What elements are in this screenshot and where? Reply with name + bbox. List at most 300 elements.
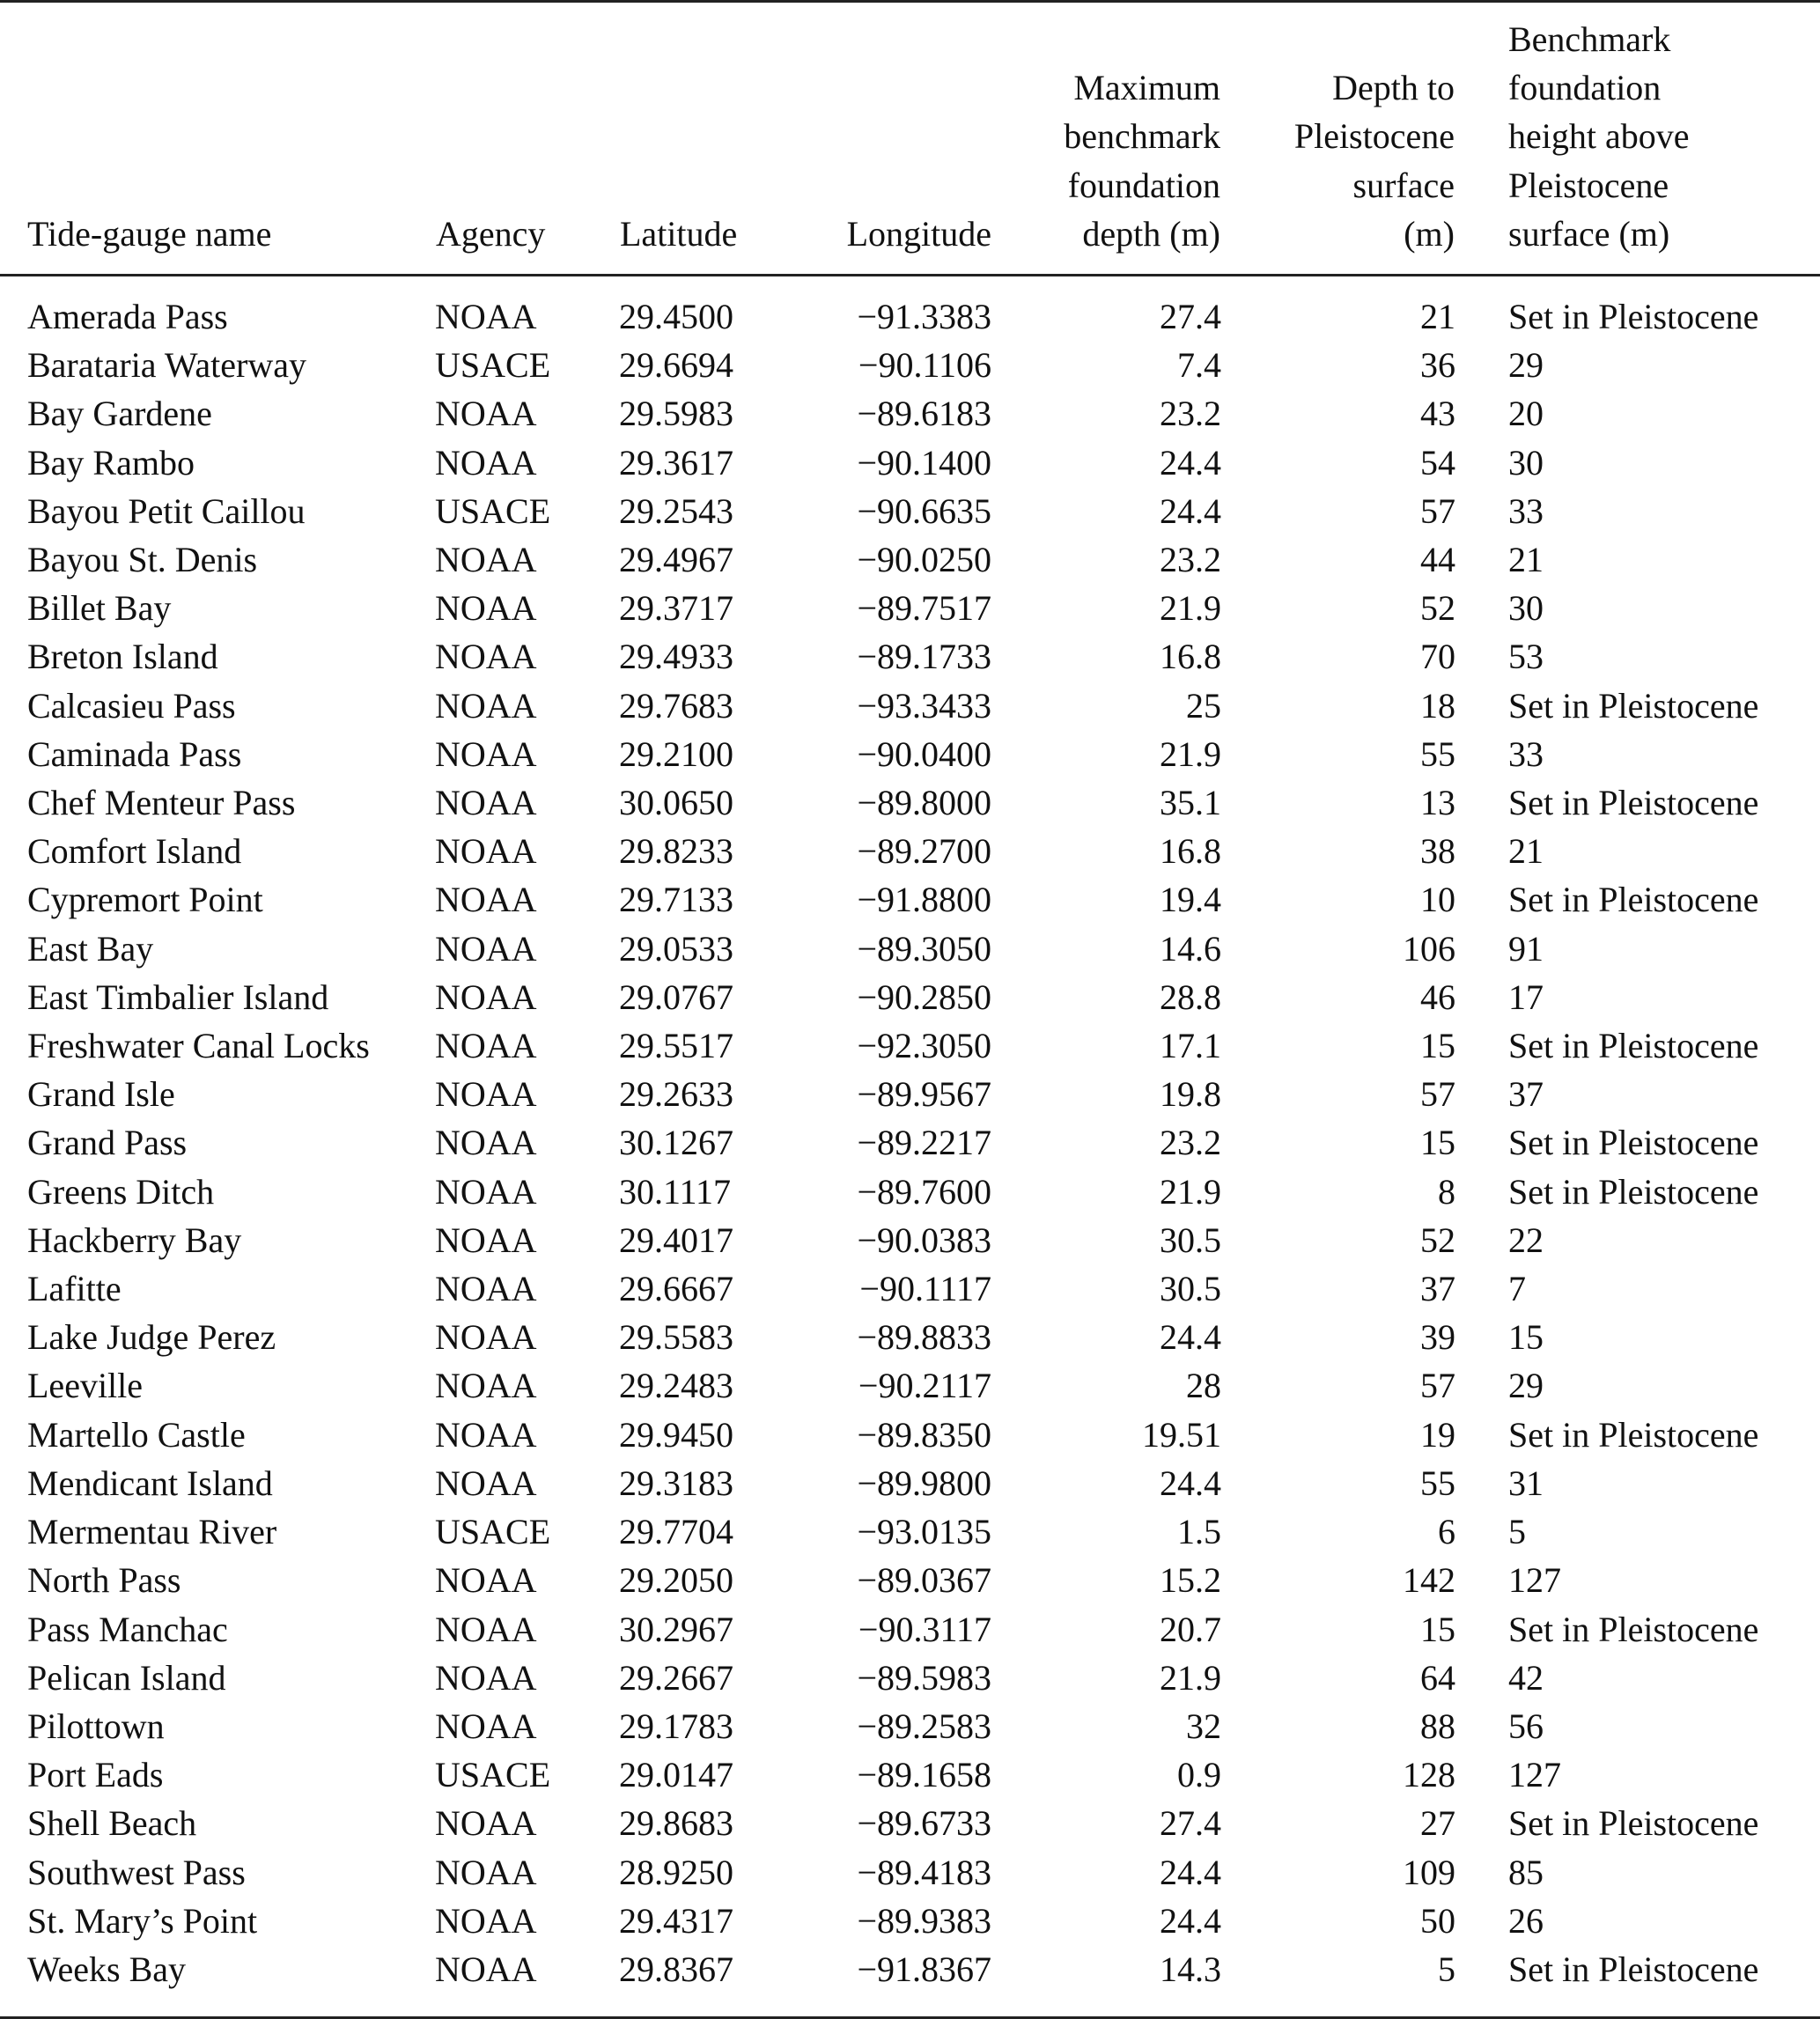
cell-depth-to-pleistocene: 70 — [1420, 637, 1455, 677]
header-text-line: (m) — [1404, 213, 1455, 254]
cell-tide-gauge-name: Chef Menteur Pass — [27, 783, 296, 823]
cell-height-above-pleistocene: Set in Pleistocene — [1508, 1123, 1759, 1163]
table-row — [0, 438, 1820, 487]
cell-height-above-pleistocene: 29 — [1508, 345, 1544, 386]
cell-depth-to-pleistocene: 50 — [1420, 1900, 1455, 1941]
cell-tide-gauge-name: Bayou St. Denis — [27, 540, 258, 580]
header-text-line: Depth to — [1332, 68, 1455, 108]
cell-max-foundation-depth: 21.9 — [1160, 1171, 1221, 1212]
cell-agency: NOAA — [435, 1900, 537, 1941]
cell-max-foundation-depth: 7.4 — [1177, 345, 1221, 386]
cell-depth-to-pleistocene: 5 — [1221, 1945, 1455, 2018]
table-row — [0, 1605, 1820, 1654]
cell-agency: NOAA — [435, 880, 537, 920]
cell-agency: NOAA — [435, 1852, 537, 1892]
cell-max-foundation-depth: 21.9 — [1160, 1657, 1221, 1698]
cell-agency: USACE — [435, 345, 551, 386]
cell-latitude: 29.8233 — [619, 831, 733, 872]
cell-agency: NOAA — [435, 588, 537, 629]
cell-max-foundation-depth: 24.4 — [1160, 442, 1221, 483]
cell-max-foundation-depth: 35.1 — [1160, 783, 1221, 823]
cell-longitude: −89.4183 — [857, 1852, 991, 1892]
table-row — [0, 276, 1820, 342]
cell-depth-to-pleistocene: 55 — [1420, 1463, 1455, 1503]
cell-height-above-pleistocene: Set in Pleistocene — [1508, 880, 1759, 920]
cell-agency: NOAA — [435, 1220, 537, 1260]
cell-height-above-pleistocene: Set in Pleistocene — [1508, 1171, 1759, 1212]
header-longitude — [806, 2, 991, 276]
table-row — [0, 1848, 1820, 1897]
cell-agency: NOAA — [435, 1026, 537, 1066]
cell-depth-to-pleistocene: 52 — [1420, 1220, 1455, 1260]
table-row — [0, 584, 1820, 632]
cell-depth-to-pleistocene: 43 — [1420, 394, 1455, 434]
cell-height-above-pleistocene: Set in Pleistocene — [1508, 1609, 1759, 1649]
cell-max-foundation-depth: 32 — [1186, 1706, 1221, 1746]
cell-agency: NOAA — [435, 1609, 537, 1649]
cell-longitude: −90.0383 — [857, 1220, 991, 1260]
cell-depth-to-pleistocene: 39 — [1420, 1317, 1455, 1358]
header-text-line: benchmark — [1064, 116, 1220, 157]
cell-longitude: −89.6183 — [857, 394, 991, 434]
table-row — [0, 778, 1820, 827]
cell-max-foundation-depth: 28.8 — [1160, 976, 1221, 1017]
cell-tide-gauge-name: Weeks Bay — [0, 1945, 435, 2018]
cell-height-above-pleistocene: 127 — [1508, 1560, 1561, 1601]
cell-depth-to-pleistocene: 21 — [1420, 297, 1455, 337]
cell-latitude: 29.5983 — [619, 394, 733, 434]
cell-latitude: 30.1267 — [619, 1123, 733, 1163]
cell-longitude: −93.3433 — [857, 685, 991, 726]
cell-agency: NOAA — [435, 783, 537, 823]
cell-agency: NOAA — [435, 1171, 537, 1212]
cell-latitude: 29.4500 — [619, 297, 733, 337]
cell-max-foundation-depth: 0.9 — [1177, 1755, 1221, 1795]
cell-latitude: 29.7133 — [619, 880, 733, 920]
cell-max-foundation-depth: 28 — [1186, 1366, 1221, 1406]
cell-depth-to-pleistocene: 15 — [1420, 1123, 1455, 1163]
cell-tide-gauge-name: Grand Isle — [27, 1074, 175, 1115]
cell-latitude: 30.0650 — [619, 783, 733, 823]
table-row — [0, 973, 1820, 1021]
cell-tide-gauge-name: Mermentau River — [27, 1512, 277, 1552]
header-row — [0, 2, 1820, 276]
table-row — [0, 682, 1820, 730]
cell-max-foundation-depth: 19.4 — [1160, 880, 1221, 920]
cell-tide-gauge-name: Southwest Pass — [27, 1852, 246, 1892]
cell-agency: NOAA — [435, 1414, 537, 1455]
cell-depth-to-pleistocene: 57 — [1420, 490, 1455, 531]
cell-max-foundation-depth: 19.51 — [1142, 1414, 1221, 1455]
cell-tide-gauge-name: Pelican Island — [27, 1657, 226, 1698]
cell-longitude: −91.8367 — [806, 1945, 991, 2018]
cell-depth-to-pleistocene: 106 — [1403, 928, 1455, 969]
cell-max-foundation-depth: 23.2 — [1160, 394, 1221, 434]
header-text-line: Pleistocene — [1293, 116, 1455, 157]
cell-height-above-pleistocene: 31 — [1508, 1463, 1544, 1503]
cell-latitude: 30.1117 — [619, 1171, 732, 1212]
cell-tide-gauge-name: Shell Beach — [27, 1803, 197, 1844]
cell-latitude: 29.4017 — [619, 1220, 733, 1260]
table-row — [0, 1070, 1820, 1118]
cell-agency: USACE — [435, 490, 551, 531]
cell-tide-gauge-name: Martello Castle — [27, 1414, 246, 1455]
cell-height-above-pleistocene: 21 — [1508, 831, 1544, 872]
cell-depth-to-pleistocene: 52 — [1420, 588, 1455, 629]
cell-height-above-pleistocene: 53 — [1508, 637, 1544, 677]
cell-latitude: 29.4317 — [619, 1900, 733, 1941]
table-row — [0, 1168, 1820, 1216]
cell-height-above-pleistocene: 127 — [1508, 1755, 1561, 1795]
cell-longitude: −89.2217 — [857, 1123, 991, 1163]
header-text-line: Agency — [436, 213, 546, 254]
cell-tide-gauge-name: Greens Ditch — [27, 1171, 215, 1212]
cell-longitude: −89.8000 — [857, 783, 991, 823]
table-row — [0, 730, 1820, 778]
cell-latitude: 29.6667 — [619, 1269, 733, 1309]
cell-depth-to-pleistocene: 128 — [1403, 1755, 1455, 1795]
cell-latitude: 29.3717 — [619, 588, 733, 629]
cell-latitude: 29.0533 — [619, 928, 733, 969]
cell-agency: NOAA — [435, 442, 537, 483]
table-row — [0, 1361, 1820, 1410]
cell-agency: USACE — [435, 1755, 551, 1795]
cell-tide-gauge-name: Bay Gardene — [27, 394, 212, 434]
header-agency — [435, 2, 619, 276]
cell-longitude: −91.3383 — [857, 297, 991, 337]
cell-agency: NOAA — [435, 831, 537, 872]
cell-tide-gauge-name: North Pass — [27, 1560, 181, 1601]
cell-height-above-pleistocene: 37 — [1508, 1074, 1544, 1115]
cell-depth-to-pleistocene: 64 — [1420, 1657, 1455, 1698]
cell-latitude: 29.0147 — [619, 1755, 733, 1795]
cell-longitude: −90.1400 — [857, 442, 991, 483]
cell-depth-to-pleistocene: 6 — [1438, 1512, 1455, 1552]
cell-latitude: 29.3617 — [619, 442, 733, 483]
cell-height-above-pleistocene: Set in Pleistocene — [1455, 1945, 1820, 2018]
cell-longitude: −89.8833 — [857, 1317, 991, 1358]
cell-tide-gauge-name: Pass Manchac — [27, 1609, 228, 1649]
cell-latitude: 29.9450 — [619, 1414, 733, 1455]
cell-latitude: 29.7683 — [619, 685, 733, 726]
cell-agency: NOAA — [435, 297, 537, 337]
cell-depth-to-pleistocene: 37 — [1420, 1269, 1455, 1309]
cell-latitude: 29.1783 — [619, 1706, 733, 1746]
table-row — [0, 1654, 1820, 1702]
table-row — [0, 1897, 1820, 1945]
table-header — [0, 2, 1820, 276]
table-row — [0, 1216, 1820, 1264]
cell-tide-gauge-name: Hackberry Bay — [27, 1220, 242, 1260]
cell-longitude: −89.9800 — [857, 1463, 991, 1503]
cell-latitude: 29.8683 — [619, 1803, 733, 1844]
cell-depth-to-pleistocene: 15 — [1420, 1026, 1455, 1066]
cell-latitude: 29.4933 — [619, 637, 733, 677]
cell-max-foundation-depth: 30.5 — [1160, 1220, 1221, 1260]
cell-tide-gauge-name: Calcasieu Pass — [27, 685, 236, 726]
cell-agency: NOAA — [435, 1366, 537, 1406]
cell-longitude: −93.0135 — [857, 1512, 991, 1552]
cell-latitude: 29.8367 — [619, 1945, 806, 2018]
cell-agency: NOAA — [435, 1317, 537, 1358]
cell-tide-gauge-name: Freshwater Canal Locks — [27, 1026, 370, 1066]
header-text-line: surface (m) — [1508, 213, 1670, 254]
cell-height-above-pleistocene: 85 — [1508, 1852, 1544, 1892]
cell-longitude: −90.0400 — [857, 733, 991, 774]
cell-tide-gauge-name: Grand Pass — [27, 1123, 188, 1163]
table-row — [0, 1313, 1820, 1361]
cell-longitude: −89.0367 — [857, 1560, 991, 1601]
cell-longitude: −90.1106 — [858, 345, 991, 386]
cell-max-foundation-depth: 24.4 — [1160, 1317, 1221, 1358]
header-text-line: depth (m) — [1082, 213, 1220, 254]
cell-latitude: 29.2667 — [619, 1657, 733, 1698]
cell-latitude: 29.0767 — [619, 976, 733, 1017]
cell-max-foundation-depth: 27.4 — [1160, 297, 1221, 337]
cell-depth-to-pleistocene: 109 — [1403, 1852, 1455, 1892]
cell-latitude: 29.4967 — [619, 540, 733, 580]
cell-latitude: 29.3183 — [619, 1463, 733, 1503]
cell-max-foundation-depth: 24.4 — [1160, 1852, 1221, 1892]
table-row — [0, 1411, 1820, 1459]
cell-longitude: −89.1658 — [857, 1755, 991, 1795]
header-text-line: Latitude — [620, 213, 738, 254]
table-body — [0, 276, 1820, 2018]
cell-longitude: −89.2700 — [857, 831, 991, 872]
cell-height-above-pleistocene: Set in Pleistocene — [1508, 1414, 1759, 1455]
table-row — [0, 827, 1820, 875]
table-row — [0, 535, 1820, 584]
cell-latitude: 29.2100 — [619, 733, 733, 774]
cell-max-foundation-depth: 17.1 — [1160, 1026, 1221, 1066]
cell-depth-to-pleistocene: 27 — [1420, 1803, 1455, 1844]
cell-agency: NOAA — [435, 394, 537, 434]
cell-tide-gauge-name: Lafitte — [27, 1269, 122, 1309]
cell-agency: NOAA — [435, 1706, 537, 1746]
cell-height-above-pleistocene: 33 — [1508, 733, 1544, 774]
cell-max-foundation-depth: 19.8 — [1160, 1074, 1221, 1115]
header-text-line: Tide-gauge name — [27, 213, 272, 254]
table-row — [0, 632, 1820, 681]
table-row — [0, 1459, 1820, 1507]
cell-height-above-pleistocene: 20 — [1508, 394, 1544, 434]
cell-agency: NOAA — [435, 1560, 537, 1601]
cell-depth-to-pleistocene: 38 — [1420, 831, 1455, 872]
cell-tide-gauge-name: Port Eads — [27, 1755, 164, 1795]
cell-tide-gauge-name: Mendicant Island — [27, 1463, 273, 1503]
cell-max-foundation-depth: 27.4 — [1160, 1803, 1221, 1844]
header-text-line: foundation — [1508, 68, 1662, 108]
cell-height-above-pleistocene: Set in Pleistocene — [1508, 783, 1759, 823]
header-text-line: Longitude — [846, 213, 991, 254]
cell-max-foundation-depth: 1.5 — [1177, 1512, 1221, 1552]
cell-depth-to-pleistocene: 44 — [1420, 540, 1455, 580]
cell-depth-to-pleistocene: 142 — [1403, 1560, 1455, 1601]
cell-depth-to-pleistocene: 88 — [1420, 1706, 1455, 1746]
cell-max-foundation-depth: 25 — [1186, 685, 1221, 726]
header-height-above-pleistocene — [1455, 2, 1820, 276]
header-text-line: height above — [1508, 116, 1690, 157]
cell-latitude: 29.2483 — [619, 1366, 733, 1406]
cell-tide-gauge-name: East Bay — [27, 928, 154, 969]
cell-agency: NOAA — [435, 1269, 537, 1309]
cell-longitude: −89.5983 — [857, 1657, 991, 1698]
cell-max-foundation-depth: 21.9 — [1160, 733, 1221, 774]
cell-longitude: −92.3050 — [857, 1026, 991, 1066]
cell-tide-gauge-name: East Timbalier Island — [27, 976, 329, 1017]
cell-height-above-pleistocene: 56 — [1508, 1706, 1544, 1746]
cell-latitude: 29.2050 — [619, 1560, 733, 1601]
table-row — [0, 1507, 1820, 1556]
cell-height-above-pleistocene: 26 — [1508, 1900, 1544, 1941]
table-row — [0, 925, 1820, 973]
header-tide-gauge-name — [0, 2, 435, 276]
table-row — [0, 875, 1820, 924]
cell-longitude: −89.7600 — [857, 1171, 991, 1212]
table-row — [0, 1021, 1820, 1070]
table-row — [0, 1264, 1820, 1313]
cell-agency: NOAA — [435, 637, 537, 677]
cell-longitude: −90.6635 — [857, 490, 991, 531]
cell-latitude: 29.6694 — [619, 345, 733, 386]
cell-height-above-pleistocene: Set in Pleistocene — [1508, 1803, 1759, 1844]
table-row — [0, 341, 1820, 389]
cell-longitude: −90.0250 — [857, 540, 991, 580]
cell-height-above-pleistocene: Set in Pleistocene — [1508, 297, 1759, 337]
table-row — [0, 1702, 1820, 1750]
cell-max-foundation-depth: 23.2 — [1160, 540, 1221, 580]
cell-height-above-pleistocene: 30 — [1508, 588, 1544, 629]
cell-depth-to-pleistocene: 57 — [1420, 1074, 1455, 1115]
cell-longitude: −90.1117 — [859, 1269, 991, 1309]
cell-depth-to-pleistocene: 54 — [1420, 442, 1455, 483]
cell-height-above-pleistocene: 15 — [1508, 1317, 1544, 1358]
cell-agency: NOAA — [435, 928, 537, 969]
cell-tide-gauge-name: Comfort Island — [27, 831, 242, 872]
table-row — [0, 1556, 1820, 1604]
cell-tide-gauge-name: Cypremort Point — [27, 880, 263, 920]
header-max-benchmark-foundation-depth — [991, 2, 1221, 276]
cell-depth-to-pleistocene: 46 — [1420, 976, 1455, 1017]
cell-agency: NOAA — [435, 1657, 537, 1698]
header-latitude — [619, 2, 806, 276]
cell-max-foundation-depth: 24.4 — [1160, 490, 1221, 531]
cell-depth-to-pleistocene: 19 — [1420, 1414, 1455, 1455]
cell-tide-gauge-name: Caminada Pass — [27, 733, 242, 774]
cell-depth-to-pleistocene: 18 — [1420, 685, 1455, 726]
table-row — [0, 1945, 1820, 2018]
cell-height-above-pleistocene: Set in Pleistocene — [1508, 1026, 1759, 1066]
cell-latitude: 29.5517 — [619, 1026, 733, 1066]
cell-agency: NOAA — [435, 1123, 537, 1163]
cell-height-above-pleistocene: 22 — [1508, 1220, 1544, 1260]
table-row — [0, 389, 1820, 438]
cell-max-foundation-depth: 21.9 — [1160, 588, 1221, 629]
cell-longitude: −89.3050 — [857, 928, 991, 969]
cell-max-foundation-depth: 20.7 — [1160, 1609, 1221, 1649]
cell-tide-gauge-name: Lake Judge Perez — [27, 1317, 276, 1358]
cell-longitude: −90.2117 — [858, 1366, 991, 1406]
header-text-line: surface — [1352, 165, 1455, 205]
cell-longitude: −89.9567 — [857, 1074, 991, 1115]
cell-latitude: 29.2633 — [619, 1074, 733, 1115]
cell-height-above-pleistocene: Set in Pleistocene — [1508, 685, 1759, 726]
header-depth-to-pleistocene-surface — [1221, 2, 1455, 276]
cell-max-foundation-depth: 14.3 — [991, 1945, 1221, 2018]
cell-tide-gauge-name: Pilottown — [27, 1706, 165, 1746]
cell-max-foundation-depth: 24.4 — [1160, 1900, 1221, 1941]
cell-tide-gauge-name: Barataria Waterway — [27, 345, 306, 386]
cell-longitude: −90.2850 — [857, 976, 991, 1017]
cell-max-foundation-depth: 16.8 — [1160, 637, 1221, 677]
cell-tide-gauge-name: Leeville — [27, 1366, 144, 1406]
cell-max-foundation-depth: 23.2 — [1160, 1123, 1221, 1163]
cell-agency: NOAA — [435, 1463, 537, 1503]
table-row — [0, 1118, 1820, 1167]
cell-height-above-pleistocene: 21 — [1508, 540, 1544, 580]
cell-height-above-pleistocene: 29 — [1508, 1366, 1544, 1406]
cell-latitude: 29.5583 — [619, 1317, 733, 1358]
cell-longitude: −89.7517 — [857, 588, 991, 629]
cell-agency: NOAA — [435, 976, 537, 1017]
cell-tide-gauge-name: Billet Bay — [27, 588, 172, 629]
cell-depth-to-pleistocene: 15 — [1420, 1609, 1455, 1649]
cell-tide-gauge-name: Amerada Pass — [27, 297, 228, 337]
cell-tide-gauge-name: Bay Rambo — [27, 442, 195, 483]
cell-max-foundation-depth: 15.2 — [1160, 1560, 1221, 1601]
cell-height-above-pleistocene: 5 — [1508, 1512, 1526, 1552]
header-text-line: Maximum — [1073, 68, 1220, 108]
cell-longitude: −89.1733 — [857, 637, 991, 677]
cell-depth-to-pleistocene: 10 — [1420, 880, 1455, 920]
cell-height-above-pleistocene: 91 — [1508, 928, 1544, 969]
cell-depth-to-pleistocene: 57 — [1420, 1366, 1455, 1406]
cell-longitude: −90.3117 — [858, 1609, 991, 1649]
cell-agency: NOAA — [435, 1945, 619, 2018]
cell-depth-to-pleistocene: 36 — [1420, 345, 1455, 386]
cell-depth-to-pleistocene: 55 — [1420, 733, 1455, 774]
cell-max-foundation-depth: 16.8 — [1160, 831, 1221, 872]
cell-agency: NOAA — [435, 1074, 537, 1115]
cell-agency: NOAA — [435, 540, 537, 580]
cell-longitude: −91.8800 — [857, 880, 991, 920]
cell-longitude: −89.2583 — [857, 1706, 991, 1746]
cell-depth-to-pleistocene: 13 — [1420, 783, 1455, 823]
cell-latitude: 30.2967 — [619, 1609, 733, 1649]
cell-tide-gauge-name: Bayou Petit Caillou — [27, 490, 306, 531]
table-row — [0, 487, 1820, 535]
table-row — [0, 1799, 1820, 1847]
header-text-line: Pleistocene — [1508, 165, 1669, 205]
cell-longitude: −89.8350 — [857, 1414, 991, 1455]
cell-agency: NOAA — [435, 685, 537, 726]
cell-agency: NOAA — [435, 733, 537, 774]
cell-longitude: −89.6733 — [857, 1803, 991, 1844]
cell-height-above-pleistocene: 42 — [1508, 1657, 1544, 1698]
cell-agency: NOAA — [435, 1803, 537, 1844]
cell-agency: USACE — [435, 1512, 551, 1552]
header-text-line: foundation — [1067, 165, 1220, 205]
cell-tide-gauge-name: Breton Island — [27, 637, 218, 677]
cell-max-foundation-depth: 24.4 — [1160, 1463, 1221, 1503]
cell-latitude: 29.2543 — [619, 490, 733, 531]
cell-longitude: −89.9383 — [857, 1900, 991, 1941]
cell-height-above-pleistocene: 7 — [1508, 1269, 1526, 1309]
table-row — [0, 1750, 1820, 1799]
header-text-line: Benchmark — [1508, 19, 1671, 59]
cell-depth-to-pleistocene: 8 — [1438, 1171, 1455, 1212]
cell-height-above-pleistocene: 33 — [1508, 490, 1544, 531]
